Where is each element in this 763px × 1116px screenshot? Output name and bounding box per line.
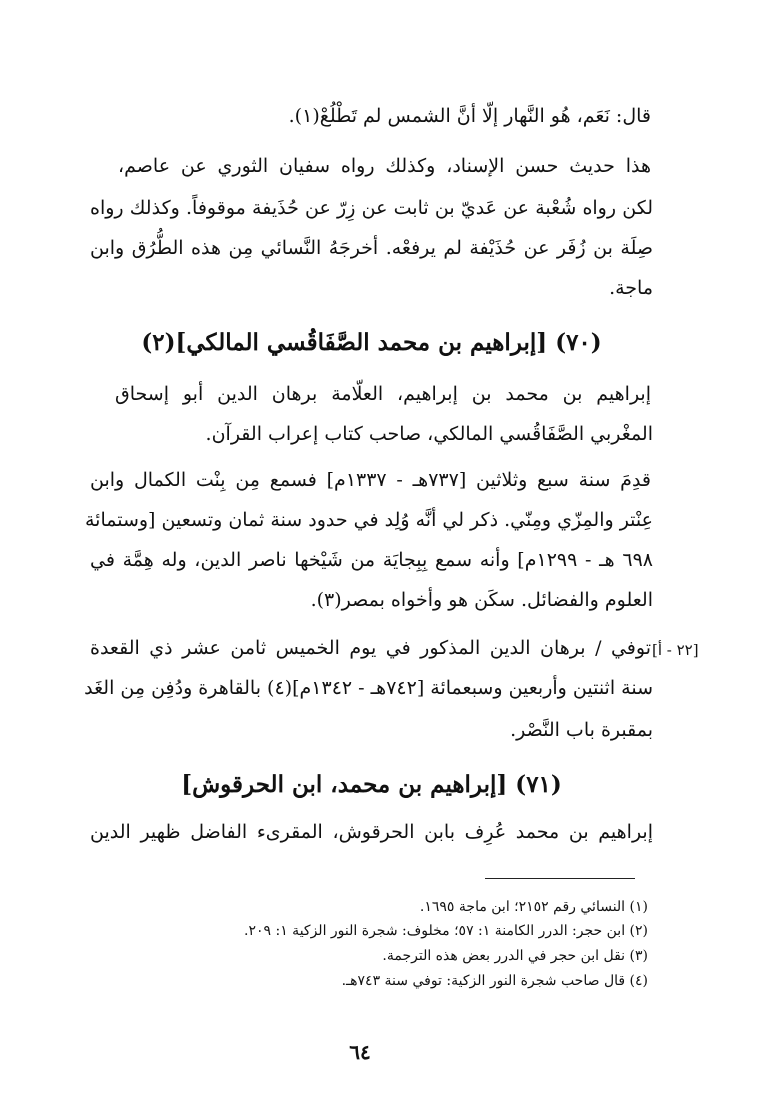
text-line-quote: قال: نَعَم، هُو النَّهار إلّا أنَّ الشمس لم تَطْلُعْ(١). (288, 105, 651, 127)
entry-70-para1-line2: المغْربي الصَّفَاقُسي المالكي، صاحب كتاب إعراب القرآن. (205, 423, 653, 445)
text-line-hadith-4: ماجة. (609, 277, 653, 299)
entry-70-para3-line2: سنة اثنتين وأربعين وسبعمائة [٧٤٢هـ - ١٣٤٢م](٤) بالقاهرة ودُفِن مِن الغَد (84, 677, 653, 699)
entry-70-heading: (٧٠) [إبراهيم بن محمد الصَّفَاقُسي المالكي](٢) (141, 329, 602, 356)
footnote-3: (٣) نقل ابن حجر في الدرر بعض هذه الترجمة. (382, 948, 648, 964)
text-line-hadith-3: صِلَة بن زُفَر عن حُذَيْفة لم يرفعْه. أخرجَهُ النَّسائي مِن هذه الطُّرُق وابن (90, 237, 653, 259)
manuscript-folio-marker: [٢٢ - أ] (652, 641, 699, 659)
entry-70-para2-line3: ٦٩٨ هـ - ١٢٩٩م] وأنه سمع بِبِجايَة من شَيْخها ناصر الدين، وله هِمَّة في (90, 549, 653, 571)
entry-70-para3-line1: توفي / برهان الدين المذكور في يوم الخميس ثامن عشر ذي القعدة (90, 637, 651, 659)
text-line-hadith-1: هذا حديث حسن الإسناد، وكذلك رواه سفيان الثوري عن عاصم، (118, 155, 651, 177)
footnote-separator (485, 878, 635, 879)
entry-70-para2-line2: عِنْتر والمِزّي ومِنّي. ذكر لي أنَّه وُلِد في حدود سنة ثمان وتسعين [وستمائة (84, 509, 653, 531)
entry-70-para2-line1: قدِمَ سنة سبع وثلاثين [٧٣٧هـ - ١٣٣٧م] فسمع مِن بِنْت الكمال وابن (90, 469, 652, 491)
entry-70-para1-line1: إبراهيم بن محمد بن إبراهيم، العلّامة برهان الدين أبو إسحاق (115, 383, 651, 405)
footnote-4: (٤) قال صاحب شجرة النور الزكية: توفي سنة ٧٤٣هـ. (341, 973, 648, 989)
text-line-hadith-2: لكن رواه شُعْبة عن عَديّ بن ثابت عن زِرّ عن حُذَيفة موقوفاً. وكذلك رواه (90, 197, 653, 219)
entry-70-para2-line4: العلوم والفضائل. سكَن هو وأخواه بمصر(٣). (310, 589, 653, 611)
entry-70-para3-line3: بمقبرة باب النَّصْر. (510, 719, 653, 741)
footnote-2: (٢) ابن حجر: الدرر الكامنة ١: ٥٧؛ مخلوف: شجرة النور الزكية ١: ٢٠٩. (244, 923, 648, 939)
entry-71-line1: إبراهيم بن محمد عُرِف بابن الحرقوش، المقرىء الفاضل ظهير الدين (90, 821, 653, 843)
page-number: ٦٤ (349, 1040, 371, 1064)
footnote-1: (١) النسائي رقم ٢١٥٢؛ ابن ماجة ١٦٩٥. (419, 899, 648, 915)
entry-71-heading: (٧١) [إبراهيم بن محمد، ابن الحرقوش] (181, 771, 562, 798)
